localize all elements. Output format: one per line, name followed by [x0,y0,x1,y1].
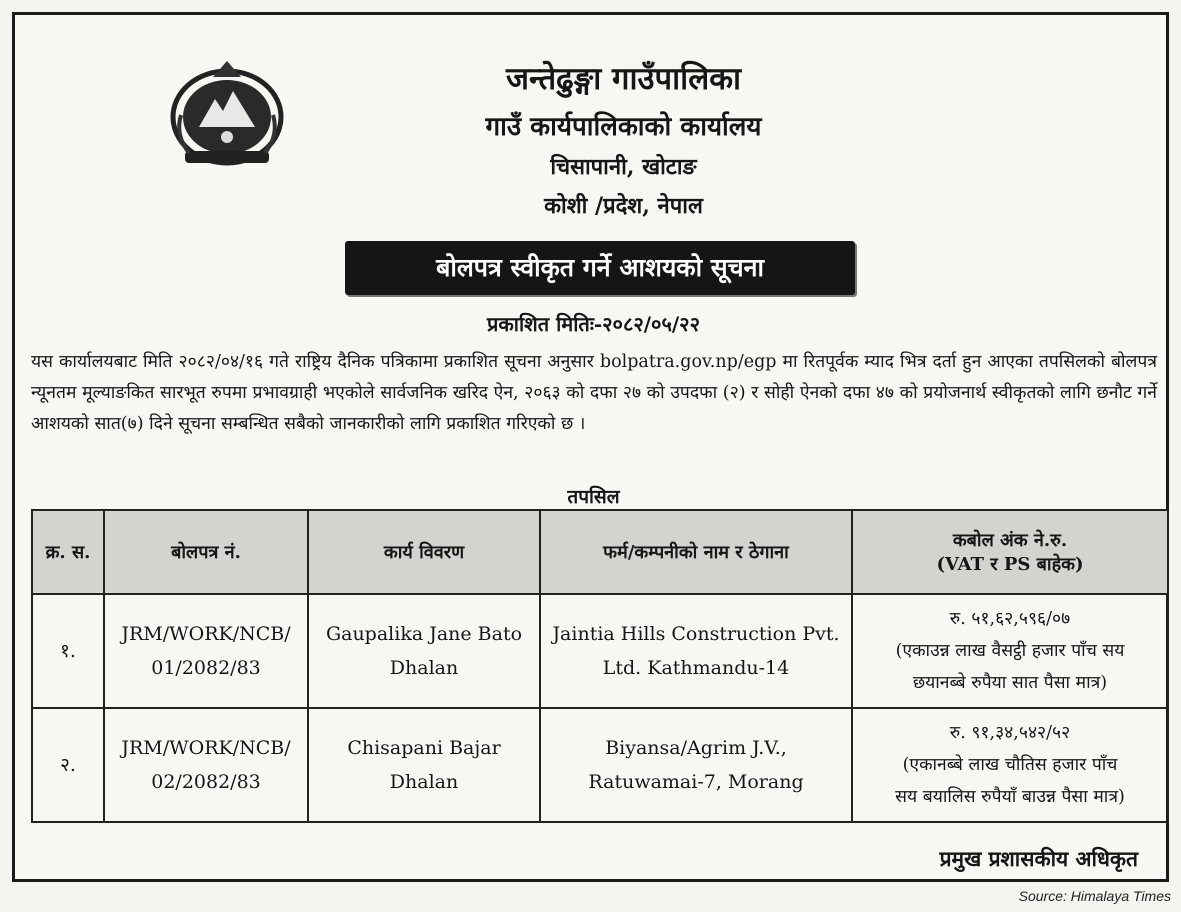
cell-sn: २. [32,708,104,822]
header-bid-no: बोलपत्र नं. [104,510,308,594]
work-line2: Dhalan [389,771,459,793]
cell-amount [852,708,1168,822]
signatory-title: प्रमुख प्रशासकीय अधिकृत [939,846,1138,871]
notice-frame [12,12,1169,882]
office-name: गाउँ कार्यपालिकाको कार्यालय [485,112,762,142]
table-row [32,708,1168,822]
table-header-row [32,510,1168,594]
cell-sn: १. [32,594,104,708]
header-work: कार्य विवरण [308,510,540,594]
header-sn: क्र. स. [32,510,104,594]
amount-words-line2: छयानब्बे रुपैया सात पैसा मात्र) [912,673,1108,693]
source-credit: Source: Himalaya Times [1018,888,1171,904]
cell-work [308,594,540,708]
work-line1: Gaupalika Jane Bato [325,623,523,645]
bid-no-line2: 02/2082/83 [151,771,261,793]
firm-line1: Jaintia Hills Construction Pvt. [552,623,840,645]
cell-amount [852,594,1168,708]
notice-title-banner: बोलपत्र स्वीकृत गर्ने आशयको सूचना [345,241,855,295]
firm-line2: Ltd. Kathmandu-14 [602,657,790,679]
header-amount-line1: कबोल अंक ने.रु. [952,530,1068,551]
amount-words-line1: (एकाउन्न लाख वैसट्ठी हजार पाँच सय [895,641,1125,661]
amount-words-line1: (एकानब्बे लाख चौतिस हजार पाँच [902,755,1118,775]
header-amount-line2: (VAT र PS बाहेक) [936,554,1084,575]
cell-work [308,708,540,822]
cell-bid-no [104,594,308,708]
amount-figure: रु. ९१,३४,५४२/५२ [949,723,1071,743]
schedule-label: तपसिल [567,486,620,508]
cell-firm [540,708,852,822]
firm-line2: Ratuwamai-7, Morang [588,771,804,793]
publication-date: प्रकाशित मितिः-२०८२/०५/२२ [487,312,700,336]
header-amount [852,510,1168,594]
cell-bid-no [104,708,308,822]
table-row [32,594,1168,708]
office-address: चिसापानी, खोटाङ [550,154,697,180]
cell-firm [540,594,852,708]
amount-words-line2: सय बयालिस रुपैयाँ बाउन्न पैसा मात्र) [895,787,1125,807]
bid-no-line1: JRM/WORK/NCB/ [121,737,291,759]
bid-no-line2: 01/2082/83 [151,657,261,679]
province-country: कोशी /प्रदेश, नेपाल [544,193,703,219]
work-line2: Dhalan [389,657,459,679]
municipality-title: जन्तेढुङ्गा गाउँपालिका [505,61,742,97]
notice-body: यस कार्यालयबाट मिति २०८२/०४/१६ गते राष्ट्रिय दैनिक पत्रिकामा प्रकाशित सूचना अनुसार bolpatra.gov.np/egp मा रितपूर्वक म्याद भित्र दर्ता हुन आएका तपसिलको बोलपत्र न्यूनतम मूल्याङकित सारभूत रुपमा प्रभावग्राही भएकोले सार्वजनिक खरिद ऐन, २०६३ को दफा २७ को उपदफा (२) र सोही ऐनको दफा ४७ को प्रयोजनार्थ स्वीकृतको लागि छनौट गर्ने आशयको सात(७) दिने सूचना सम्बन्धित सबैको जानकारीको लागि प्रकाशित गरिएको छ । [31,352,1157,434]
firm-line1: Biyansa/Agrim J.V., [605,737,787,759]
header-firm: फर्म/कम्पनीको नाम र ठेगाना [540,510,852,594]
bid-no-line1: JRM/WORK/NCB/ [121,623,291,645]
bid-table [31,509,1169,823]
amount-figure: रु. ५१,६२,५९६/०७ [949,609,1071,629]
work-line1: Chisapani Bajar [347,737,501,759]
